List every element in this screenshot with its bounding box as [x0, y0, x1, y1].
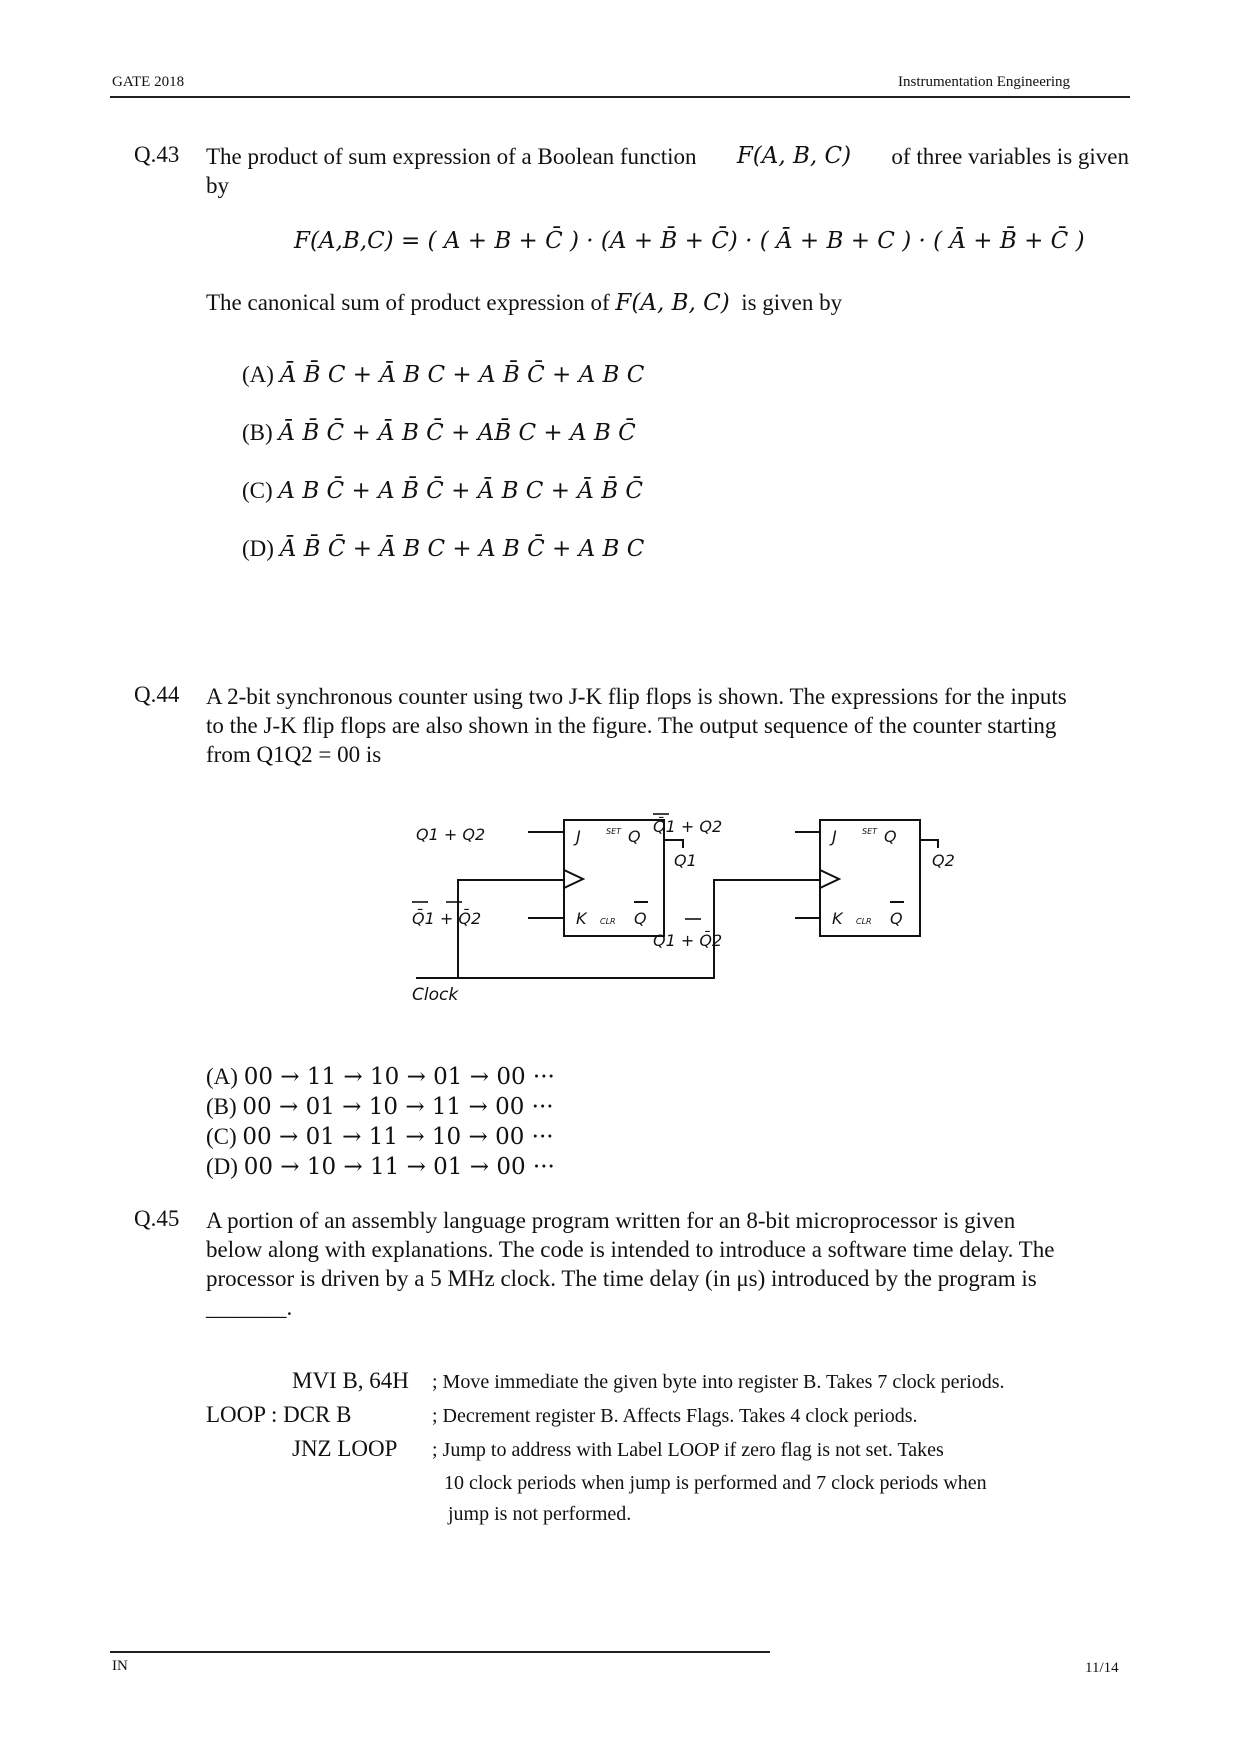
ff1-pin-qbar: Q	[634, 909, 647, 928]
q44-line3: from Q1Q2 = 00 is	[206, 742, 382, 767]
q45-answer-blank[interactable]: _______.	[206, 1295, 293, 1320]
code-line-2-comment: ; Decrement register B. Affects Flags. Takes 4 clock periods.	[432, 1405, 918, 1427]
page-number: 11/14	[1085, 1660, 1119, 1676]
q43-option-a[interactable]	[242, 362, 644, 388]
q43-equation: F(A,B,C) = ( A + B + C̄ ) · (A + B̄ + C̄) · ( Ā + B + C ) · ( Ā + B̄ + C̄ )	[294, 228, 1085, 254]
q43-fn: F(A, B, C)	[736, 143, 852, 169]
q45-text	[206, 1206, 1129, 1322]
q43-prompt	[206, 288, 842, 318]
q43-option-b-label: (B)	[242, 420, 279, 445]
code-line-3-cont2: jump is not performed.	[448, 1503, 632, 1525]
q43-prompt-fn: F(A, B, C)	[615, 290, 730, 316]
ff1-output-label: Q1	[674, 851, 697, 870]
q44-option-d[interactable]	[206, 1152, 555, 1182]
jk-counter-diagram	[400, 800, 960, 1010]
ff2-output-label: Q2	[932, 851, 955, 870]
q44-option-d-seq: 00 → 10 → 11 → 01 → 00 ···	[243, 1154, 555, 1180]
q44-number: Q.44	[134, 682, 180, 707]
q44-option-a-label: (A)	[206, 1064, 244, 1089]
ff2-k-input-label: Q1 + Q̄2	[653, 931, 723, 950]
code-line-3-cont1: 10 clock periods when jump is performed and 7 clock periods when	[444, 1472, 987, 1494]
ff1-j-input-label: Q1 + Q2	[416, 825, 486, 844]
q44-option-a-seq: 00 → 11 → 10 → 01 → 00 ···	[243, 1064, 555, 1090]
q43-prompt-a: The canonical sum of product expression of	[206, 290, 616, 315]
q43-option-a-expr: Ā B̄ C + Ā B C + A B̄ C̄ + A B C	[279, 362, 645, 388]
header-left: GATE 2018	[112, 74, 185, 90]
code-line-3-comment: ; Jump to address with Label LOOP if zero flag is not set. Takes	[432, 1439, 944, 1461]
ff2-pin-k: K	[832, 909, 843, 928]
q43-option-c-label: (C)	[242, 478, 279, 503]
q43-option-b[interactable]	[242, 420, 636, 446]
q44-option-a[interactable]	[206, 1062, 555, 1092]
q43-option-a-label: (A)	[242, 362, 280, 387]
ff2-pin-j: J	[832, 827, 837, 846]
q44-options	[206, 1062, 555, 1182]
ff2-set-label: SET	[862, 827, 878, 836]
q43-text-b: of three variables is given	[885, 144, 1129, 169]
header-rule	[110, 96, 1130, 98]
q44-option-b-seq: 00 → 01 → 10 → 11 → 00 ···	[242, 1094, 554, 1120]
q43-number: Q.43	[134, 142, 180, 167]
q44-line1: A 2-bit synchronous counter using two J-K flip flops is shown. The expressions for the inputs	[206, 684, 1067, 709]
code-line-1-comment: ; Move immediate the given byte into register B. Takes 7 clock periods.	[432, 1371, 1005, 1393]
q44-line2: to the J-K flip flops are also shown in the figure. The output sequence of the counter starting	[206, 713, 1057, 738]
q43-prompt-b: is given by	[729, 290, 843, 315]
ff1-pin-j: J	[576, 827, 581, 846]
q43-text	[206, 142, 1129, 200]
q44-text	[206, 682, 1129, 769]
q45-number: Q.45	[134, 1206, 180, 1231]
q44-option-b-label: (B)	[206, 1094, 243, 1119]
code-line-3-instr: JNZ LOOP	[292, 1436, 398, 1461]
ff2-clr-label: CLR	[856, 917, 872, 926]
ff2-pin-qbar: Q	[890, 909, 903, 928]
footer-left: IN	[112, 1658, 128, 1674]
code-line-1-instr: MVI B, 64H	[292, 1368, 409, 1393]
clock-label: Clock	[412, 985, 459, 1005]
ff1-k-input-label: Q̄1 + Q̄2	[412, 909, 482, 928]
ff1-clr-label: CLR	[600, 917, 616, 926]
q43-option-c-expr: A B C̄ + A B̄ C̄ + Ā B C + Ā B̄ C̄	[278, 478, 644, 504]
q43-option-c[interactable]	[242, 478, 643, 504]
q44-option-b[interactable]	[206, 1092, 555, 1122]
q43-option-d-label: (D)	[242, 536, 280, 561]
q43-option-d[interactable]	[242, 536, 644, 562]
q45-line3: processor is driven by a 5 MHz clock. The time delay (in μs) introduced by the program is	[206, 1266, 1037, 1291]
q43-option-b-expr: Ā B̄ C̄ + Ā B C̄ + AB̄ C + A B C̄	[278, 420, 636, 446]
ff1-set-label: SET	[606, 827, 622, 836]
q43-text-line2: by	[206, 173, 229, 198]
ff2-j-input-label: Q̄1 + Q2	[653, 817, 723, 836]
footer-rule	[110, 1651, 770, 1653]
ff1-pin-q: Q	[628, 827, 641, 846]
code-line-2-instr: LOOP : DCR B	[206, 1402, 352, 1427]
q45-line1: A portion of an assembly language program written for an 8-bit microprocessor is given	[206, 1208, 1016, 1233]
q44-option-c-label: (C)	[206, 1124, 243, 1149]
q44-option-c[interactable]	[206, 1122, 555, 1152]
q45-line2: below along with explanations. The code is intended to introduce a software time delay. The	[206, 1237, 1055, 1262]
q44-option-d-label: (D)	[206, 1154, 244, 1179]
q43-option-d-expr: Ā B̄ C̄ + Ā B C + A B C̄ + A B C	[279, 536, 645, 562]
q43-text-a: The product of sum expression of a Boolean function	[206, 144, 703, 169]
ff1-pin-k: K	[576, 909, 587, 928]
ff2-pin-q: Q	[884, 827, 897, 846]
header-right: Instrumentation Engineering	[898, 74, 1071, 90]
q44-option-c-seq: 00 → 01 → 11 → 10 → 00 ···	[242, 1124, 554, 1150]
